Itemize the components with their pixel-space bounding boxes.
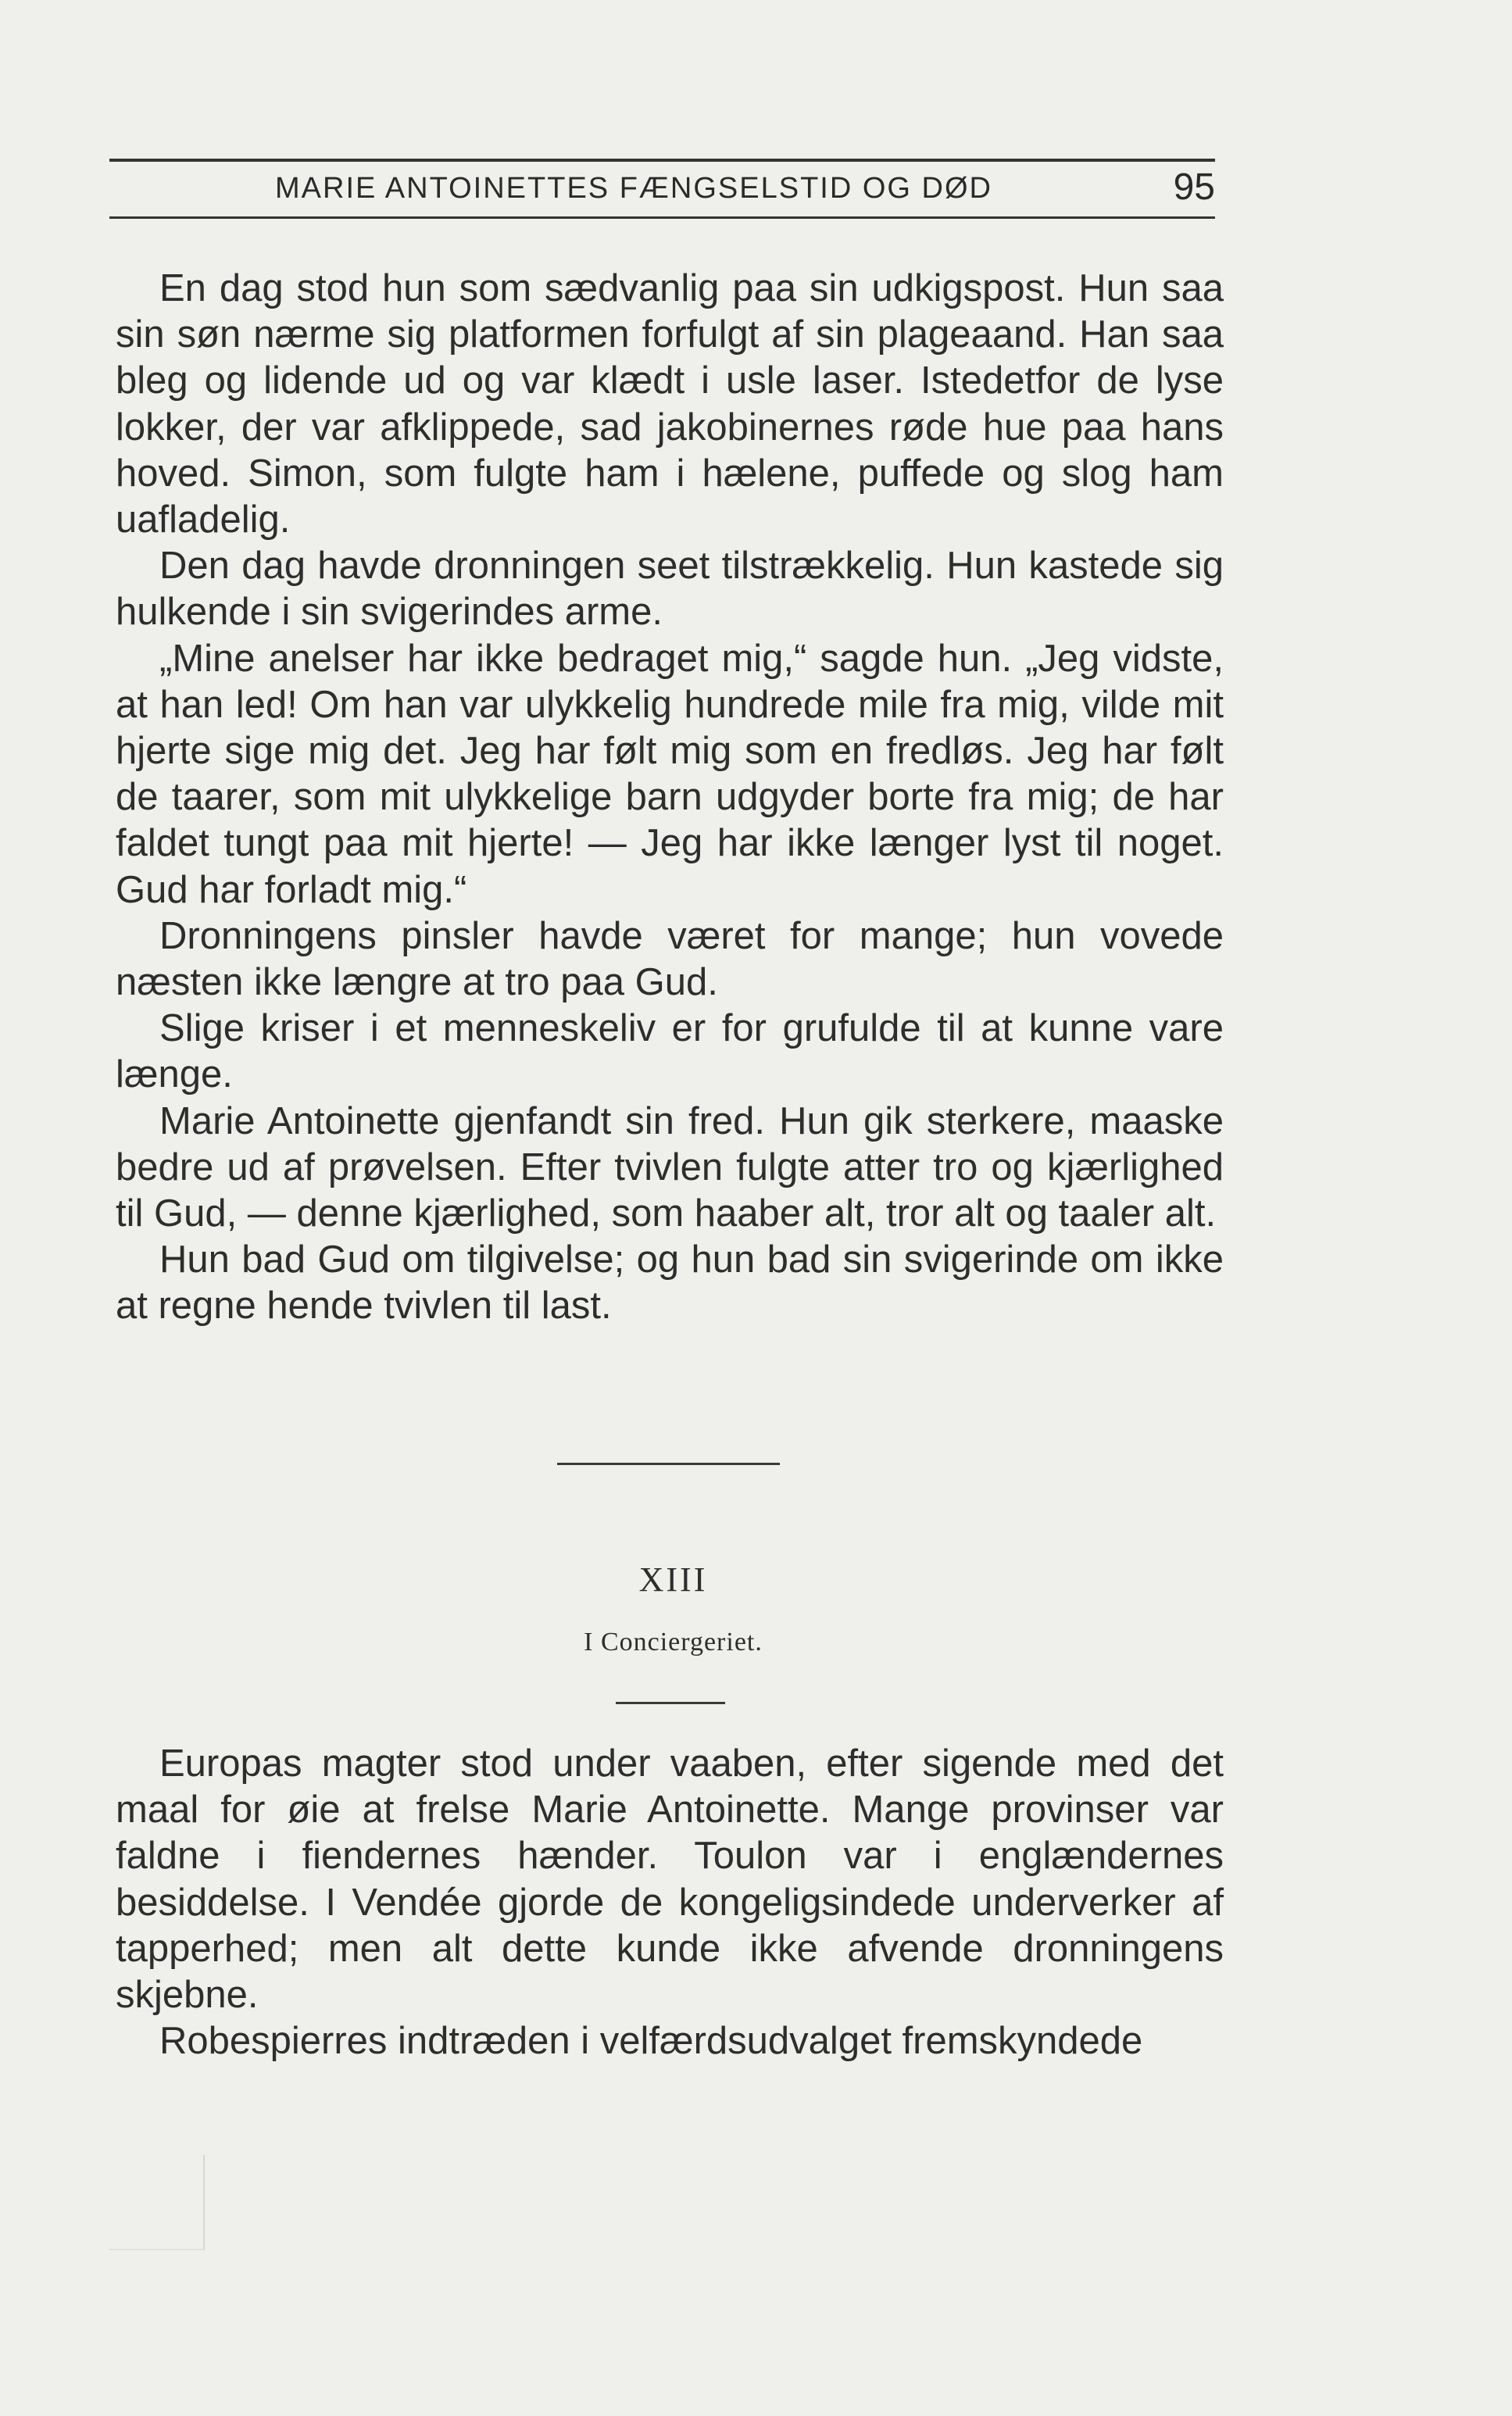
section-text-2	[116, 1741, 1224, 2064]
header-rule-top	[109, 159, 1215, 162]
paragraph: Slige kriser i et menneskeliv er for grufulde til at kunne vare længe.	[116, 1007, 1224, 1096]
paragraph: Marie Antoinette gjenfandt sin fred. Hun gik sterkere, maaske bedre ud af prøvelsen. Efter tvivlen fulgte atter tro og kjærlighed til Gud, — denne kjærlighed, som haaber alt, tror alt og taaler alt.	[116, 1099, 1224, 1235]
paragraph: „Mine anelser har ikke bedraget mig,“ sagde hun. „Jeg vidste, at han led! Om han var ulykkelig hundrede mile fra mig, vilde mit hjerte sige mig det. Jeg har følt mig som en fredløs. Jeg har følt de taarer, som mit ulykkelige barn udgyder borte fra mig; de har faldet tungt paa mit hjerte! — Jeg har ikke længer lyst til noget. Gud har forladt mig.“	[116, 637, 1224, 911]
paper-mark	[109, 2155, 205, 2250]
paragraph: Robespierres indtræden i velfærdsudvalget fremskyndede	[159, 2020, 1143, 2063]
chapter-number: XIII	[638, 1560, 708, 1599]
chapter-title-rule	[616, 1702, 725, 1704]
page-number: 95	[1173, 166, 1215, 208]
section-divider	[557, 1463, 780, 1465]
paragraph: Europas magter stod under vaaben, efter sigende med det maal for øie at frelse Marie Antoinette. Mange provinser var faldne i fiendernes hænder. Toulon var i englændernes besiddelse. I Vendée gjorde de kongeligsindede underverker af tapperhed; men alt dette kunde ikke afvende dronningens skjebne.	[116, 1742, 1224, 2017]
section-text-1	[116, 266, 1224, 1330]
paragraph: En dag stod hun som sædvanlig paa sin udkigspost. Hun saa sin søn nærme sig platformen forfulgt af sin plageaand. Han saa bleg og lidende ud og var klædt i usle laser. Istedetfor de lyse lokker, der var afklippede, sad jakobinernes røde hue paa hans hoved. Simon, som fulgte ham i hælene, puffede og slog ham uafladelig.	[116, 267, 1224, 541]
header-rule-bottom	[109, 216, 1215, 219]
paragraph: Dronningens pinsler havde været for mange; hun vovede næsten ikke længre at tro paa Gud.	[116, 914, 1224, 1004]
chapter-title: I Conciergeriet.	[584, 1628, 763, 1657]
running-head: MARIE ANTOINETTES FÆNGSELSTID OG DØD	[275, 172, 992, 205]
paragraph: Hun bad Gud om tilgivelse; og hun bad sin svigerinde om ikke at regne hende tvivlen til last.	[116, 1238, 1224, 1328]
paragraph: Den dag havde dronningen seet tilstrækkelig. Hun kastede sig hulkende i sin svigerindes arme.	[116, 545, 1224, 634]
